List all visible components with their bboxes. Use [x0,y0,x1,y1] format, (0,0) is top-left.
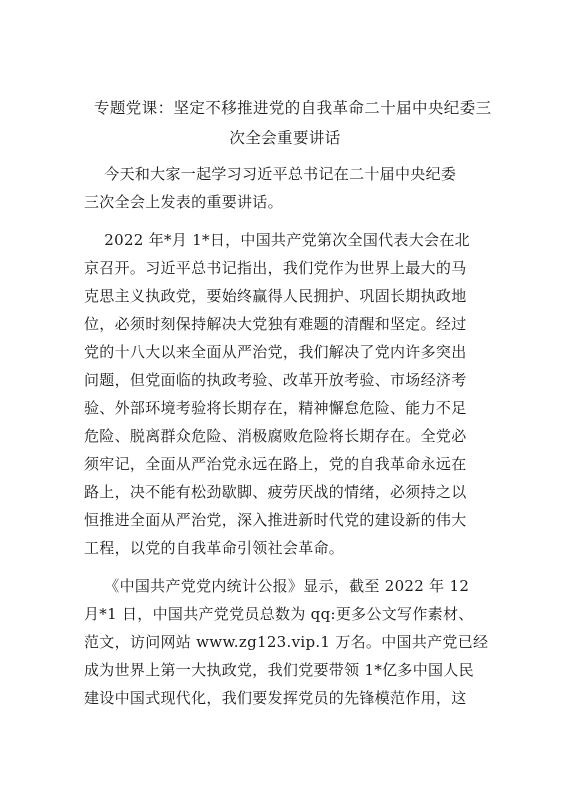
paragraph-2-line-4: 位，必须时刻保持解决大党独有难题的清醒和坚定。经过 [84,315,467,333]
paragraph-2-line-5: 党的十八大以来全面从严治党，我们解决了党内许多突出 [84,343,467,361]
paragraph-3-line-1: 《中国共产党党内统计公报》显示，截至 2022 年 12 [84,577,470,595]
paragraph-3-line-5: 建设中国式现代化，我们要发挥党员的先锋模范作用，这 [84,689,467,707]
paragraph-2-line-12: 工程，以党的自我革命引领社会革命。 [84,539,345,557]
paragraph-2-line-1: 2022 年*月 1*日，中国共产党第次全国代表大会在北 [84,231,470,249]
paragraph-3-line-4: 成为世界上第一大执政党，我们党要带领 1*亿多中国人民 [84,661,474,679]
paragraph-2-line-10: 路上，决不能有松劲歇脚、疲劳厌战的情绪，必须持之以 [84,483,467,501]
paragraph-2-line-6: 问题，但党面临的执政考验、改革开放考验、市场经济考 [84,371,467,389]
paragraph-2-line-2: 京召开。习近平总书记指出，我们党作为世界上最大的马 [84,259,467,277]
paragraph-3-line-3: 范文，访问网站 www.zg123.vip.1 万名。中国共产党已经 [84,633,489,651]
document-title-line-2: 次全会重要讲话 [229,129,341,147]
document-title-line-1: 专题党课：坚定不移推进党的自我革命二十届中央纪委三 [94,99,492,117]
paragraph-1-line-1: 今天和大家一起学习习近平总书记在二十届中央纪委 [84,165,457,183]
paragraph-3-line-2: 月*1 日，中国共产党党员总数为 qq:更多公文写作素材、 [84,605,474,623]
paragraph-2-line-11: 恒推进全面从严治党，深入推进新时代党的建设新的伟大 [84,511,467,529]
paragraph-2-line-9: 须牢记，全面从严治党永远在路上，党的自我革命永远在 [84,455,467,473]
paragraph-1-line-2: 三次全会上发表的重要讲话。 [84,193,283,211]
paragraph-2-line-3: 克思主义执政党，要始终赢得人民拥护、巩固长期执政地 [84,287,467,305]
paragraph-2-line-8: 危险、脱离群众危险、消极腐败危险将长期存在。全党必 [84,427,467,445]
paragraph-2-line-7: 验、外部环境考验将长期存在，精神懈怠危险、能力不足 [84,399,467,417]
